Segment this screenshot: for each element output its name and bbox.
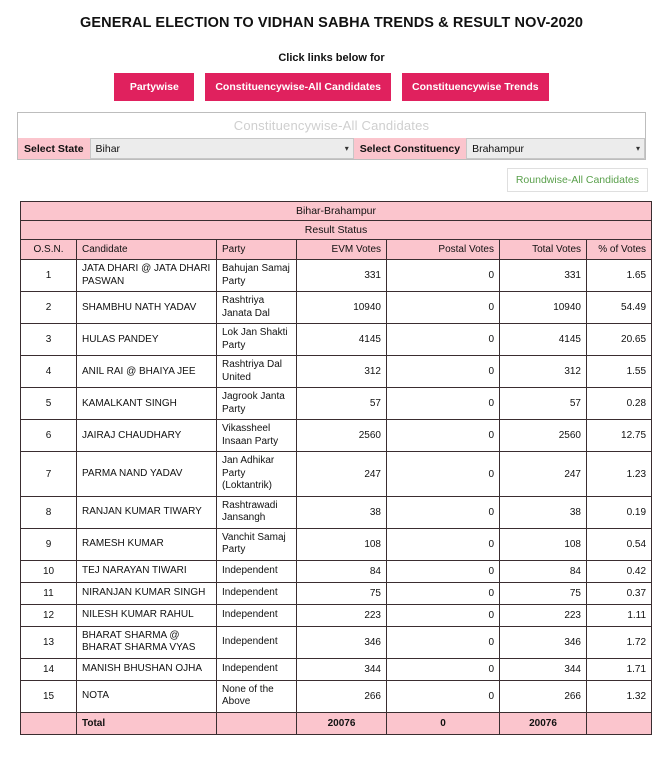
nav-link-row <box>0 73 663 102</box>
column-header-total-votes: Total Votes <box>500 240 587 260</box>
cell-pct-votes: 54.49 <box>587 292 652 324</box>
cell-total-votes: 57 <box>500 388 587 420</box>
cell-osn: 10 <box>21 560 77 582</box>
total-label: Total <box>77 712 217 734</box>
cell-candidate: SHAMBHU NATH YADAV <box>77 292 217 324</box>
partywise-button[interactable]: Partywise <box>114 73 194 102</box>
cell-pct-votes: 0.19 <box>587 496 652 528</box>
total-osn-cell <box>21 712 77 734</box>
cell-pct-votes: 0.42 <box>587 560 652 582</box>
cell-postal-votes: 0 <box>387 260 500 292</box>
cell-total-votes: 346 <box>500 626 587 658</box>
selector-panel <box>17 112 646 160</box>
table-row <box>21 324 652 356</box>
total-postal-votes: 0 <box>387 712 500 734</box>
cell-pct-votes: 1.72 <box>587 626 652 658</box>
cell-postal-votes: 0 <box>387 528 500 560</box>
state-dropdown[interactable] <box>90 138 354 159</box>
chevron-down-icon: ▾ <box>344 143 349 153</box>
cell-pct-votes: 1.55 <box>587 356 652 388</box>
cell-party: Jagrook Janta Party <box>217 388 297 420</box>
cell-postal-votes: 0 <box>387 452 500 497</box>
cell-total-votes: 38 <box>500 496 587 528</box>
state-dropdown-value: Bihar <box>95 142 121 155</box>
cell-postal-votes: 0 <box>387 658 500 680</box>
constituencywise-all-candidates-button[interactable]: Constituencywise-All Candidates <box>205 73 391 102</box>
cell-osn: 1 <box>21 260 77 292</box>
cell-total-votes: 75 <box>500 582 587 604</box>
cell-total-votes: 10940 <box>500 292 587 324</box>
constituency-dropdown[interactable] <box>466 138 645 159</box>
cell-postal-votes: 0 <box>387 324 500 356</box>
cell-evm-votes: 10940 <box>297 292 387 324</box>
column-header-postal-votes: Postal Votes <box>387 240 500 260</box>
cell-osn: 15 <box>21 680 77 712</box>
cell-postal-votes: 0 <box>387 356 500 388</box>
results-table <box>20 201 652 735</box>
chevron-down-icon: ▾ <box>635 143 640 153</box>
cell-evm-votes: 223 <box>297 604 387 626</box>
cell-total-votes: 344 <box>500 658 587 680</box>
cell-evm-votes: 2560 <box>297 420 387 452</box>
table-row <box>21 528 652 560</box>
cell-party: Independent <box>217 560 297 582</box>
cell-osn: 12 <box>21 604 77 626</box>
cell-party: Lok Jan Shakti Party <box>217 324 297 356</box>
cell-candidate: HULAS PANDEY <box>77 324 217 356</box>
table-row <box>21 496 652 528</box>
cell-party: Bahujan Samaj Party <box>217 260 297 292</box>
cell-osn: 5 <box>21 388 77 420</box>
cell-party: Rashtriya Janata Dal <box>217 292 297 324</box>
cell-postal-votes: 0 <box>387 680 500 712</box>
cell-party: Independent <box>217 626 297 658</box>
cell-postal-votes: 0 <box>387 420 500 452</box>
cell-candidate: RAMESH KUMAR <box>77 528 217 560</box>
cell-total-votes: 266 <box>500 680 587 712</box>
select-state-label: Select State <box>18 138 90 159</box>
constituency-band: Bihar-Brahampur <box>21 202 652 221</box>
table-row <box>21 260 652 292</box>
total-evm-votes: 20076 <box>297 712 387 734</box>
cell-osn: 6 <box>21 420 77 452</box>
cell-pct-votes: 1.23 <box>587 452 652 497</box>
select-constituency-label: Select Constituency <box>354 138 466 159</box>
table-row <box>21 626 652 658</box>
total-total-votes: 20076 <box>500 712 587 734</box>
constituency-dropdown-value: Brahampur <box>472 142 525 155</box>
cell-candidate: ANIL RAI @ BHAIYA JEE <box>77 356 217 388</box>
cell-party: Rashtrawadi Jansangh <box>217 496 297 528</box>
cell-pct-votes: 0.37 <box>587 582 652 604</box>
results-table-wrap <box>20 201 650 735</box>
cell-postal-votes: 0 <box>387 626 500 658</box>
constituencywise-trends-button[interactable]: Constituencywise Trends <box>402 73 549 102</box>
roundwise-row <box>0 168 663 192</box>
cell-pct-votes: 1.71 <box>587 658 652 680</box>
cell-total-votes: 84 <box>500 560 587 582</box>
cell-total-votes: 223 <box>500 604 587 626</box>
cell-pct-votes: 1.65 <box>587 260 652 292</box>
cell-evm-votes: 344 <box>297 658 387 680</box>
table-total-row <box>21 712 652 734</box>
table-header-row <box>21 240 652 260</box>
cell-evm-votes: 346 <box>297 626 387 658</box>
cell-total-votes: 247 <box>500 452 587 497</box>
cell-candidate: NIRANJAN KUMAR SINGH <box>77 582 217 604</box>
cell-candidate: NOTA <box>77 680 217 712</box>
column-header-party: Party <box>217 240 297 260</box>
cell-party: Jan Adhikar Party (Loktantrik) <box>217 452 297 497</box>
cell-candidate: NILESH KUMAR RAHUL <box>77 604 217 626</box>
column-header-pct-votes: % of Votes <box>587 240 652 260</box>
cell-party: Vanchit Samaj Party <box>217 528 297 560</box>
cell-candidate: JATA DHARI @ JATA DHARI PASWAN <box>77 260 217 292</box>
cell-evm-votes: 75 <box>297 582 387 604</box>
cell-candidate: JAIRAJ CHAUDHARY <box>77 420 217 452</box>
cell-party: None of the Above <box>217 680 297 712</box>
cell-postal-votes: 0 <box>387 560 500 582</box>
cell-evm-votes: 312 <box>297 356 387 388</box>
cell-osn: 8 <box>21 496 77 528</box>
table-row <box>21 388 652 420</box>
cell-evm-votes: 266 <box>297 680 387 712</box>
cell-party: Independent <box>217 604 297 626</box>
cell-osn: 2 <box>21 292 77 324</box>
cell-party: Independent <box>217 582 297 604</box>
cell-osn: 3 <box>21 324 77 356</box>
table-row <box>21 292 652 324</box>
total-pct-votes <box>587 712 652 734</box>
result-status-band: Result Status <box>21 221 652 240</box>
click-links-hint: Click links below for <box>278 51 385 64</box>
cell-candidate: PARMA NAND YADAV <box>77 452 217 497</box>
cell-total-votes: 4145 <box>500 324 587 356</box>
table-row <box>21 582 652 604</box>
cell-party: Vikassheel Insaan Party <box>217 420 297 452</box>
table-row <box>21 604 652 626</box>
table-row <box>21 560 652 582</box>
column-header-evm-votes: EVM Votes <box>297 240 387 260</box>
cell-postal-votes: 0 <box>387 582 500 604</box>
selector-panel-heading: Constituencywise-All Candidates <box>233 118 430 134</box>
table-row <box>21 420 652 452</box>
cell-pct-votes: 20.65 <box>587 324 652 356</box>
table-row <box>21 658 652 680</box>
table-row <box>21 452 652 497</box>
cell-total-votes: 108 <box>500 528 587 560</box>
cell-pct-votes: 0.28 <box>587 388 652 420</box>
cell-osn: 14 <box>21 658 77 680</box>
cell-postal-votes: 0 <box>387 388 500 420</box>
cell-candidate: KAMALKANT SINGH <box>77 388 217 420</box>
total-party-cell <box>217 712 297 734</box>
cell-pct-votes: 0.54 <box>587 528 652 560</box>
cell-evm-votes: 84 <box>297 560 387 582</box>
status-band-row <box>21 221 652 240</box>
table-row <box>21 680 652 712</box>
cell-osn: 7 <box>21 452 77 497</box>
cell-evm-votes: 247 <box>297 452 387 497</box>
cell-postal-votes: 0 <box>387 604 500 626</box>
roundwise-all-candidates-button[interactable]: Roundwise-All Candidates <box>507 168 648 192</box>
cell-total-votes: 2560 <box>500 420 587 452</box>
cell-total-votes: 312 <box>500 356 587 388</box>
cell-pct-votes: 12.75 <box>587 420 652 452</box>
cell-candidate: TEJ NARAYAN TIWARI <box>77 560 217 582</box>
cell-party: Independent <box>217 658 297 680</box>
constituency-band-row <box>21 202 652 221</box>
cell-pct-votes: 1.32 <box>587 680 652 712</box>
cell-evm-votes: 57 <box>297 388 387 420</box>
table-row <box>21 356 652 388</box>
cell-osn: 13 <box>21 626 77 658</box>
cell-osn: 9 <box>21 528 77 560</box>
cell-evm-votes: 38 <box>297 496 387 528</box>
page-title: GENERAL ELECTION TO VIDHAN SABHA TRENDS & RESULT NOV-2020 <box>79 15 584 31</box>
cell-evm-votes: 4145 <box>297 324 387 356</box>
cell-total-votes: 331 <box>500 260 587 292</box>
cell-postal-votes: 0 <box>387 496 500 528</box>
selector-row <box>18 138 645 159</box>
cell-candidate: MANISH BHUSHAN OJHA <box>77 658 217 680</box>
column-header-candidate: Candidate <box>77 240 217 260</box>
cell-party: Rashtriya Dal United <box>217 356 297 388</box>
cell-evm-votes: 108 <box>297 528 387 560</box>
cell-candidate: RANJAN KUMAR TIWARY <box>77 496 217 528</box>
cell-osn: 4 <box>21 356 77 388</box>
cell-postal-votes: 0 <box>387 292 500 324</box>
cell-candidate: BHARAT SHARMA @ BHARAT SHARMA VYAS <box>77 626 217 658</box>
cell-evm-votes: 331 <box>297 260 387 292</box>
cell-osn: 11 <box>21 582 77 604</box>
column-header-osn: O.S.N. <box>21 240 77 260</box>
cell-pct-votes: 1.11 <box>587 604 652 626</box>
